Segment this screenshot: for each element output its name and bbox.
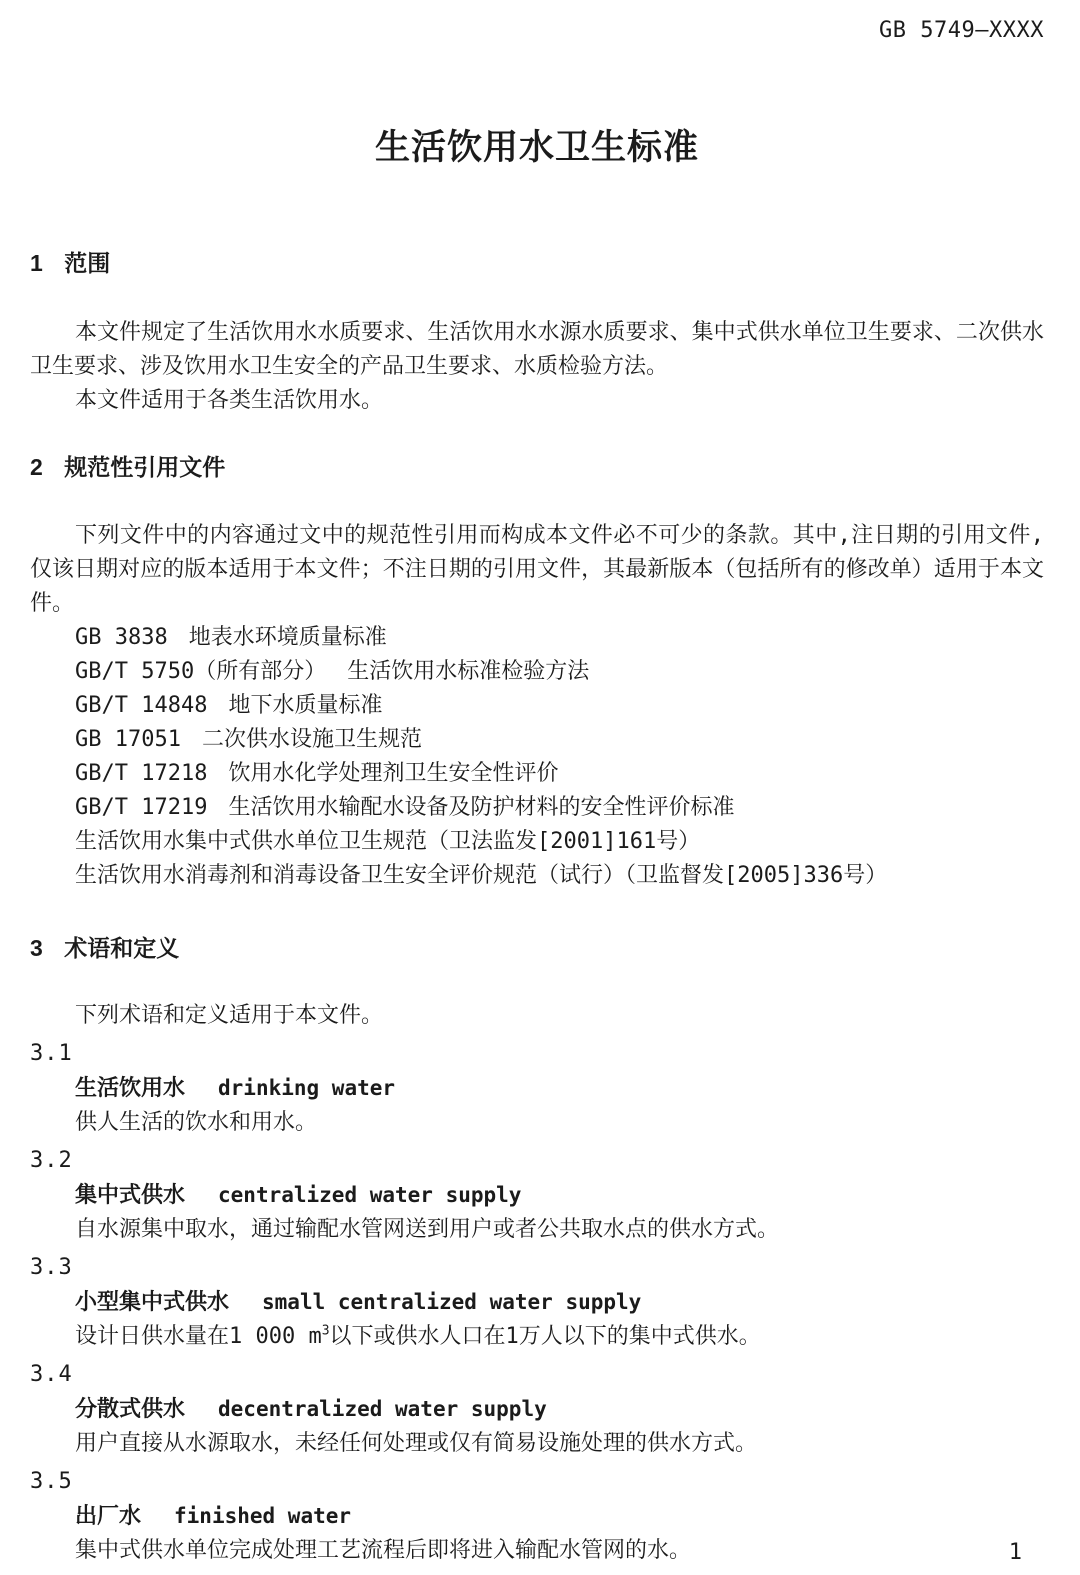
reference-title: 地下水质量标准 — [228, 693, 383, 718]
term-line — [30, 1499, 1044, 1534]
term-name-en: decentralized water supply — [218, 1397, 547, 1421]
term-line — [30, 1071, 1044, 1106]
scope-paragraph: 本文件适用于各类生活饮用水。 — [75, 388, 384, 413]
section-scope — [30, 248, 1044, 418]
term-name-en: drinking water — [218, 1076, 396, 1100]
section-2-heading — [30, 452, 1044, 482]
reference-code: GB/T 17218 — [75, 761, 208, 786]
section-title: 范围 — [64, 250, 111, 276]
section-3-body — [30, 999, 1044, 1568]
term-definition-block — [30, 1465, 1044, 1568]
section-number: 2 — [30, 454, 43, 480]
clause-number: 3.3 — [30, 1255, 73, 1280]
definition-text: 以下或供水人口在1万人以下的集中式供水。 — [329, 1324, 761, 1349]
section-number: 3 — [30, 935, 43, 961]
term-name-en: small centralized water supply — [262, 1290, 642, 1314]
terms-intro-paragraph: 下列术语和定义适用于本文件。 — [75, 1003, 384, 1028]
doc-code: GB 5749—XXXX — [879, 18, 1044, 43]
reference-title: 生活饮用水输配水设备及防护材料的安全性评价标准 — [228, 795, 735, 820]
reference-item — [30, 825, 1044, 859]
term-line — [30, 1285, 1044, 1320]
reference-code: GB/T 14848 — [75, 693, 208, 718]
reference-code: GB/T 5750（所有部分） — [75, 659, 327, 684]
reference-list — [30, 621, 1044, 893]
page-number: 1 — [1008, 1540, 1022, 1565]
section-terms-definitions — [30, 933, 1044, 1568]
section-title: 术语和定义 — [64, 935, 180, 961]
reference-title: 二次供水设施卫生规范 — [201, 727, 422, 752]
references-intro-paragraph: 下列文件中的内容通过文中的规范性引用而构成本文件必不可少的条款。其中,注日期的引用文件,仅该日期对应的版本适用于本文件；不注日期的引用文件，其最新版本（包括所有的修改单）适用于本文件。 — [30, 523, 1044, 616]
scope-paragraph: 本文件规定了生活饮用水水质要求、生活饮用水水源水质要求、集中式供水单位卫生要求、二次供水卫生要求、涉及饮用水卫生安全的产品卫生要求、水质检验方法。 — [30, 320, 1044, 379]
clause-number: 3.2 — [30, 1148, 73, 1173]
clause-number: 3.4 — [30, 1362, 73, 1387]
section-3-heading — [30, 933, 1044, 963]
term-definition-block — [30, 1251, 1044, 1354]
term-name-en: finished water — [174, 1504, 352, 1528]
term-definition: 用户直接从水源取水，未经任何处理或仅有简易设施处理的供水方式。 — [75, 1431, 758, 1456]
clause-number: 3.5 — [30, 1469, 73, 1494]
term-definition — [30, 1320, 1044, 1354]
term-definition: 自水源集中取水，通过输配水管网送到用户或者公共取水点的供水方式。 — [75, 1217, 780, 1242]
terms-list — [30, 1037, 1044, 1568]
section-1-heading — [30, 248, 1044, 278]
reference-title: 生活饮用水集中式供水单位卫生规范（卫法监发[2001]161号） — [75, 829, 701, 854]
section-number: 1 — [30, 250, 43, 276]
section-title: 规范性引用文件 — [64, 454, 226, 480]
term-name-zh: 生活饮用水 — [75, 1075, 186, 1100]
term-line — [30, 1178, 1044, 1213]
document-title: 生活饮用水卫生标准 — [374, 128, 699, 167]
term-definition-block — [30, 1037, 1044, 1140]
reference-item — [30, 655, 1044, 689]
term-definition-block — [30, 1358, 1044, 1461]
reference-item — [30, 757, 1044, 791]
clause-number: 3.1 — [30, 1041, 73, 1066]
reference-code: GB/T 17219 — [75, 795, 208, 820]
reference-item — [30, 723, 1044, 757]
reference-title: 饮用水化学处理剂卫生安全性评价 — [228, 761, 559, 786]
section-2-body — [30, 519, 1044, 893]
term-name-zh: 小型集中式供水 — [75, 1289, 230, 1314]
reference-code: GB 17051 — [75, 727, 181, 752]
reference-item — [30, 859, 1044, 893]
reference-item — [30, 791, 1044, 825]
section-1-body — [30, 316, 1044, 418]
definition-text: 设计日供水量在1 000 m — [75, 1324, 322, 1349]
term-name-zh: 集中式供水 — [75, 1182, 186, 1207]
term-line — [30, 1392, 1044, 1427]
reference-title: 生活饮用水标准检验方法 — [347, 659, 590, 684]
superscript-cubed: 3 — [321, 1323, 330, 1339]
reference-code: GB 3838 — [75, 625, 168, 650]
term-name-zh: 出厂水 — [75, 1503, 142, 1528]
term-name-en: centralized water supply — [218, 1183, 522, 1207]
term-definition-block — [30, 1144, 1044, 1247]
reference-title: 生活饮用水消毒剂和消毒设备卫生安全评价规范（试行）（卫监督发[2005]336号） — [75, 863, 888, 888]
term-definition: 集中式供水单位完成处理工艺流程后即将进入输配水管网的水。 — [75, 1538, 692, 1563]
term-definition: 供人生活的饮水和用水。 — [75, 1110, 318, 1135]
section-normative-references — [30, 452, 1044, 893]
reference-item — [30, 621, 1044, 655]
reference-title: 地表水环境质量标准 — [188, 625, 387, 650]
reference-item — [30, 689, 1044, 723]
term-name-zh: 分散式供水 — [75, 1396, 186, 1421]
